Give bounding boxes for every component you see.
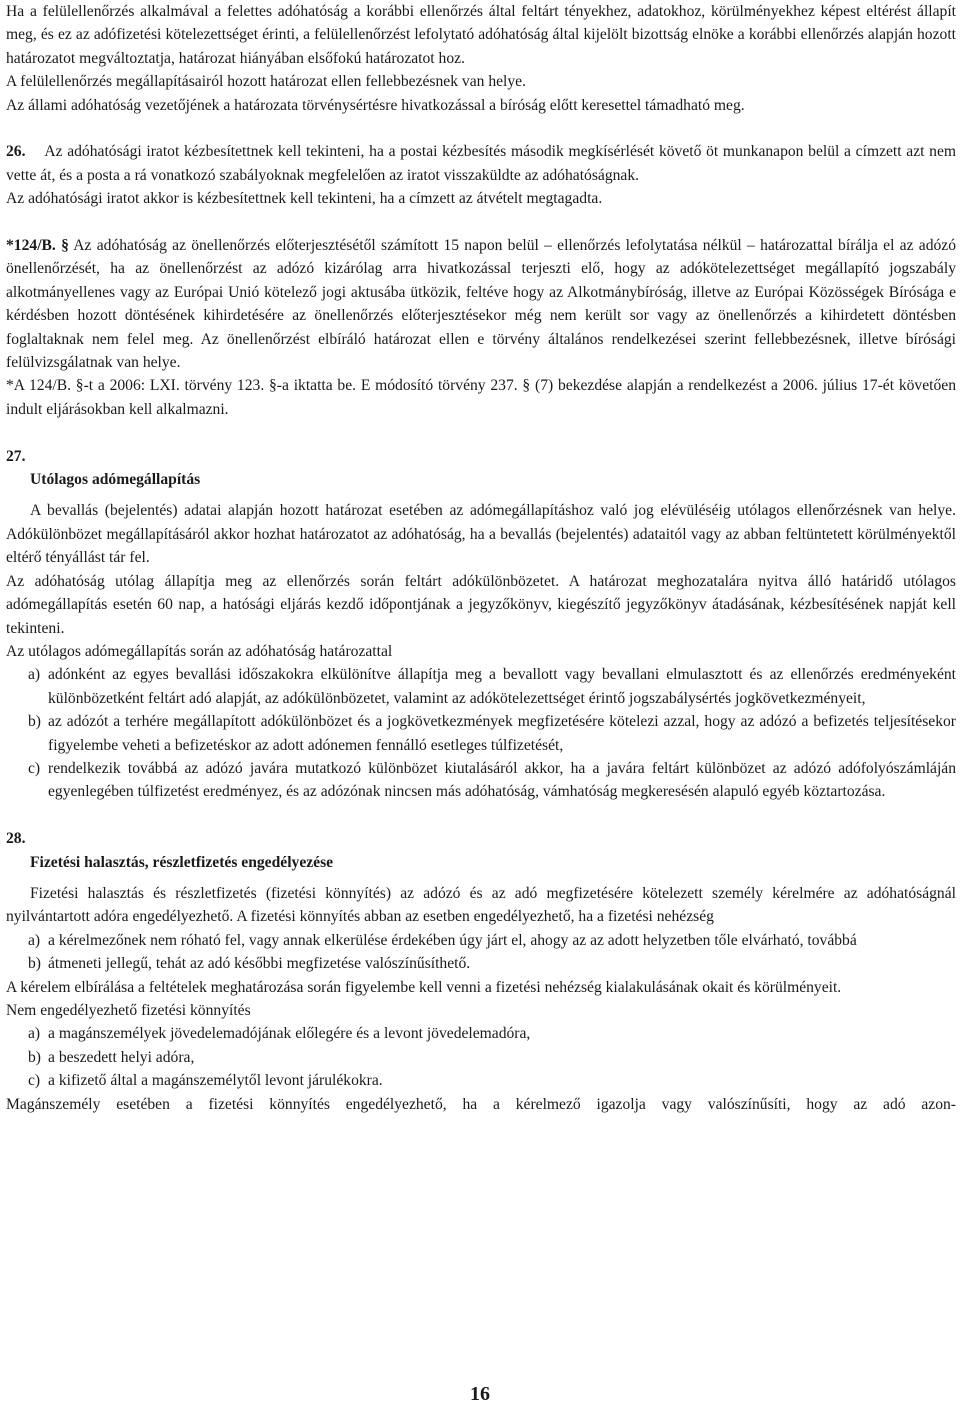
list-item xyxy=(6,710,956,757)
section-27-paragraph-3: Az utólagos adómegállapítás során az adóhatóság határozattal xyxy=(6,642,393,660)
list-marker: b) xyxy=(28,955,41,973)
list-item xyxy=(6,952,956,975)
list-text: a kifizető által a magánszemélytől levont járulékokra. xyxy=(48,1072,383,1090)
section-124b-text: Az adóhatóság az önellenőrzés előterjesztésétől számított 15 napon belül – ellenőrzés lefolytatása nélkül – határozattal bírálja el az adózó önellenőrzését, ha az önellenőrzést az adózó kizárólag arra hivatkozással terjeszti elő, hogy az adókötelezettséget megállapító jogszabály alkotmányellenes vagy az Európai Unió kötelező jogi aktusába ütközik, feltéve hogy az Alkotmánybíróság, illetve az Európai Közösségek Bírósága e kérdésben hozott döntésének kihirdetésére az önellenőrzés előterjesztésekor még nem került sor vagy az önellenőrzés a kihirdetett döntésben foglaltaknak nem felel meg. Az önellenőrzést elbíráló határozat ellen e törvény általános rendelkezései szerint fellebbezésnek, illetve bírósági felülvizsgálatnak van helye. xyxy=(6,237,957,372)
section-28-paragraph-2: A kérelem elbírálása a feltételek meghatározása során figyelembe kell venni a fizetési nehézség kialakulásának okait és körülményeit. xyxy=(6,978,842,996)
section-27-paragraph-1: A bevallás (bejelentés) adatai alapján hozott határozat esetében az adómegállapításhoz való jog elévüléséig utólagos ellenőrzésnek van helye. Adókülönbözet megállapításáról akkor hozhat határozatot az adóhatóság, ha a bevallás (bejelentés) adataitól vagy az abban feltüntetett körülményektől eltérő tényállást tár fel. xyxy=(6,502,956,567)
section-28-paragraph-3: Nem engedélyezhető fizetési könnyítés xyxy=(6,1002,251,1019)
list-text: a kérelmezőnek nem róható fel, vagy annak elkerülése érdekében úgy járt el, ahogy az az adott helyzetben tőle elvárható, továbbá xyxy=(48,931,857,949)
section-27-title: Utólagos adómegállapítás xyxy=(30,471,201,489)
list-item xyxy=(6,1022,956,1045)
list-marker: a) xyxy=(28,1025,41,1043)
list-item xyxy=(6,757,956,804)
section-26-number: 26. xyxy=(6,143,26,161)
list-text: rendelkezik továbbá az adózó javára mutatkozó különbözet kiutalásáról akkor, ha a javára feltárt különbözet az adózó adófolyószámláján egyenlegében túlfizetést eredményez, és az adózónak nincsen más adóhatóság, vámhatóság megkeresésén alapuló egyéb köztartozása. xyxy=(48,759,956,801)
section-26-text: Az adóhatósági iratot kézbesítettnek kell tekinteni, ha a postai kézbesítés második megkísérlését követő öt munkanapon belül a címzett azt nem vette át, és a posta a rá vonatkozó szabályoknak megfelelően az iratot visszaküldte az adóhatóságnak. xyxy=(6,143,957,184)
section-28-paragraph-1: Fizetési halasztás és részletfizetés (fizetési könnyítés) az adózó és az adó megfizetésére kötelezett személy kérelmére az adóhatóságnál nyilvántartott adóra engedélyezhető. A fizetési könnyítés abban az esetben engedélyezhető, ha a fizetési nehézség xyxy=(6,884,956,926)
list-item xyxy=(6,1046,956,1069)
list-text: a magánszemélyek jövedelemadójának előlegére és a levont jövedelemadóra, xyxy=(48,1025,531,1043)
document-page xyxy=(6,0,956,1116)
paragraph-top-3: Az állami adóhatóság vezetőjének a határozata törvénysértésre hivatkozással a bíróság előtt keresettel támadható meg. xyxy=(6,96,745,114)
list-item xyxy=(6,1069,956,1092)
section-28-title: Fizetési halasztás, részletfizetés engedélyezése xyxy=(30,853,334,871)
list-marker: c) xyxy=(28,1072,41,1090)
list-item xyxy=(6,663,956,710)
section-124b-number: *124/B. § xyxy=(6,237,69,255)
section-26-paragraph-1 xyxy=(6,140,956,187)
paragraph-top-1: Ha a felülellenőrzés alkalmával a felettes adóhatóság a korábbi ellenőrzés által feltárt tényekhez, adatokhoz, körülményekhez képest eltérést állapít meg, és ez az adófizetési kötelezettséget érinti, a felülellenőrzést lefolytató adóhatóság által kijelölt bizottság elnöke a korábbi ellenőrzés alapján hozott határozatot megváltoztatja, határozat hiányában elsőfokú határozatot hoz. xyxy=(6,3,956,67)
list-text: átmeneti jellegű, tehát az adó későbbi megfizetése valószínűsíthető. xyxy=(48,955,471,973)
section-124b-footnote: *A 124/B. §-t a 2006: LXI. törvény 123. §-a iktatta be. E módosító törvény 237. § (7) bekezdése alapján a rendelkezést a 2006. július 17-ét követően indult eljárásokban kell alkalmazni. xyxy=(6,377,956,418)
section-27-paragraph-2: Az adóhatóság utólag állapítja meg az ellenőrzés során feltárt adókülönbözetet. A határozat meghozatalára nyitva álló határidő utólagos adómegállapítás esetén 60 nap, a hatósági eljárás kezdő időpontjának a jegyzőkönyv, kiegészítő jegyzőkönyv átadásának, kézbesítésének napját kell tekinteni. xyxy=(6,572,956,637)
list-text: az adózót a terhére megállapított adókülönbözet és a jogkövetkezmények megfizetésére kötelezi azzal, hogy az adózó a befizetés teljesítésekor figyelembe veheti a befizetéskor az adott adónemen fennálló esetleges túlfizetését, xyxy=(48,713,956,754)
list-text: adónként az egyes bevallási időszakokra elkülönítve állapítja meg a bevallott vagy bevallani elmulasztott és az ellenőrzés eredményeként különbözetként feltárt adó alapját, az adókülönbözetet, valamint az adókötelezettséget érintő jogszabálysértés jogkövetkezményeit, xyxy=(48,666,956,707)
section-124b-paragraph xyxy=(6,234,956,374)
section-26-paragraph-2: Az adóhatósági iratot akkor is kézbesítettnek kell tekinteni, ha a címzett az átvételt megtagadta. xyxy=(6,190,603,208)
list-marker: b) xyxy=(28,713,41,731)
list-marker: a) xyxy=(28,931,41,949)
list-marker: b) xyxy=(28,1048,41,1066)
section-28-number: 28. xyxy=(6,830,26,848)
section-28-paragraph-4: Magánszemély esetében a fizetési könnyítés engedélyezhető, ha a kérelmező igazolja vagy valószínűsíti, hogy az adó azon- xyxy=(6,1095,956,1113)
paragraph-top-2: A felülellenőrzés megállapításairól hozott határozat ellen fellebbezésnek van helye. xyxy=(6,73,526,91)
list-text: a beszedett helyi adóra, xyxy=(48,1048,195,1066)
list-marker: c) xyxy=(28,759,41,777)
list-item xyxy=(6,929,956,952)
list-marker: a) xyxy=(28,666,41,684)
section-27-number: 27. xyxy=(6,447,26,465)
page-number: 16 xyxy=(470,1383,490,1405)
